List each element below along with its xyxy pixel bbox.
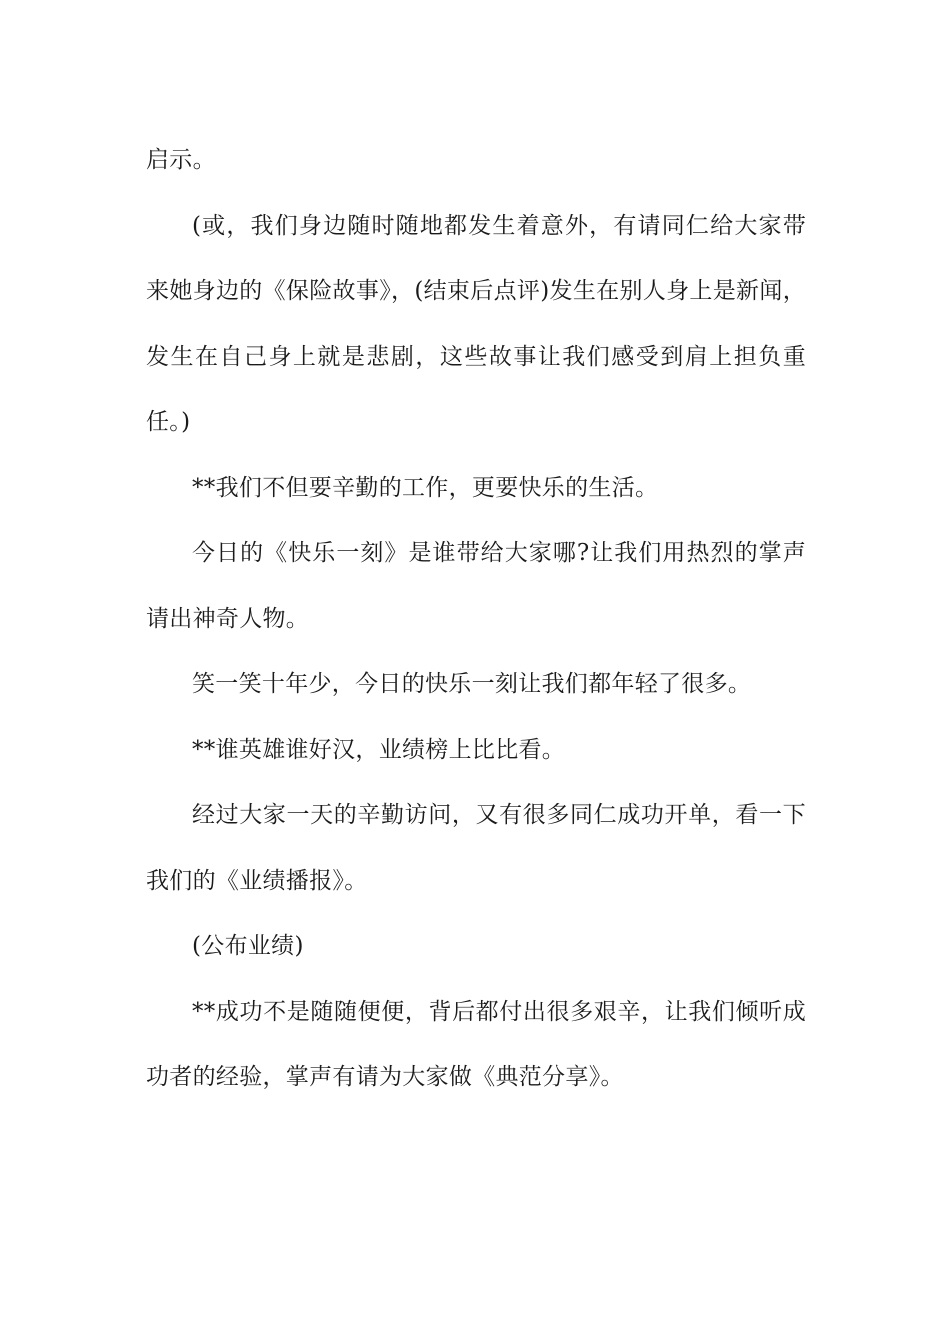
paragraph-announce-performance: (公布业绩) bbox=[192, 933, 304, 959]
paragraph-happy-moment: 今日的《快乐一刻》是谁带给大家哪?让我们用热烈的掌声请出神奇人物。 bbox=[146, 540, 806, 632]
paragraph-insurance-story: (或，我们身边随时随地都发生着意外，有请同仁给大家带来她身边的《保险故事》，(结束后点评)发生在别人身上是新闻，发生在自己身上就是悲剧，这些故事让我们感受到肩上担负重任。) bbox=[146, 212, 806, 435]
paragraph-performance-report: 经过大家一天的辛勤访问，又有很多同仁成功开单，看一下我们的《业绩播报》。 bbox=[146, 802, 806, 894]
paragraph-continuation: 启示。 bbox=[146, 147, 216, 173]
paragraph-happy-life: **我们不但要辛勤的工作，更要快乐的生活。 bbox=[192, 474, 659, 501]
paragraph-laugh: 笑一笑十年少，今日的快乐一刻让我们都年轻了很多。 bbox=[192, 671, 752, 697]
document-body bbox=[146, 128, 806, 1111]
paragraph-model-sharing: **成功不是随随便便，背后都付出很多艰辛，让我们倾听成功者的经验，掌声有请为大家做《典范分享》。 bbox=[146, 998, 806, 1090]
paragraph-hero: **谁英雄谁好汉，业绩榜上比比看。 bbox=[192, 736, 566, 763]
